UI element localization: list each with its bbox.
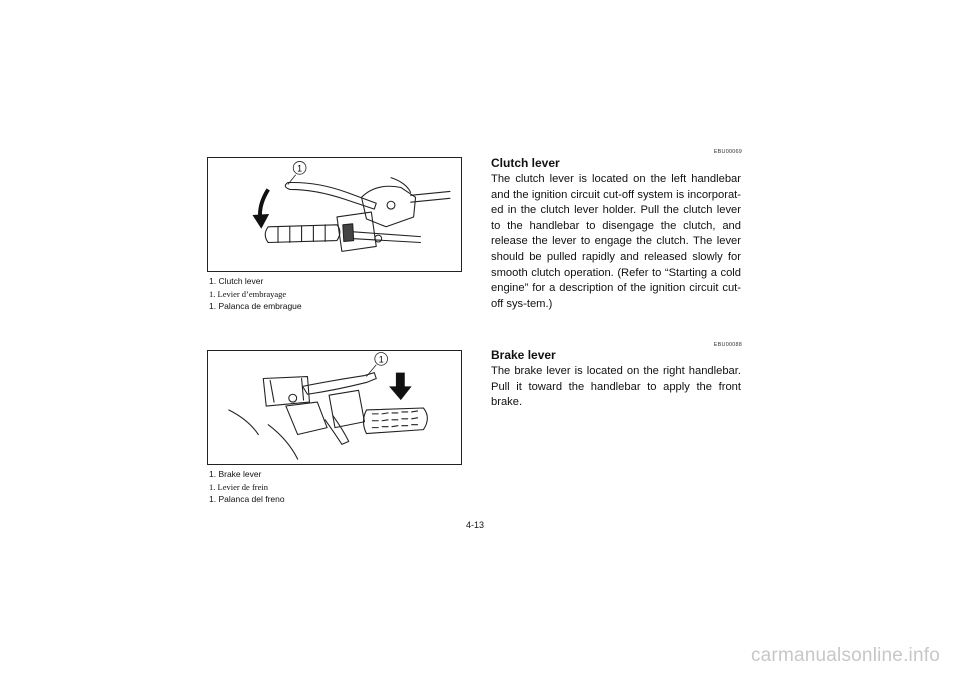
caption-english: 1. Clutch lever xyxy=(209,276,264,286)
callout-number: 1 xyxy=(297,163,303,174)
brake-lever-body: The brake lever is located on the right handlebar. Pull it toward the handlebar to apply the front brake. xyxy=(491,365,741,409)
clutch-lever-caption xyxy=(209,275,302,313)
brake-lever-figure xyxy=(207,350,462,465)
brake-lever-heading: Brake lever xyxy=(491,348,556,362)
clutch-lever-illustration xyxy=(208,158,461,271)
caption-french: 1. Levier d’embrayage xyxy=(209,288,287,299)
page-number: 4-13 xyxy=(466,520,485,530)
section-code: EBU00088 xyxy=(713,342,742,348)
brake-lever-illustration xyxy=(208,351,461,464)
watermark: carmanualsonline.info xyxy=(750,645,940,666)
clutch-lever-figure xyxy=(207,157,462,272)
clutch-lever-heading: Clutch lever xyxy=(491,156,560,170)
caption-spanish: 1. Palanca del freno xyxy=(209,494,285,504)
section-code: EBU00069 xyxy=(713,149,742,155)
brake-lever-callout xyxy=(375,352,388,365)
callout-number: 1 xyxy=(378,354,384,365)
clutch-lever-body: The clutch lever is located on the left handlebar and the ignition circuit cut-off system is incorporat-ed in the clutch lever holder. Pull the clutch lever to the handlebar to disengage the clutch, and release the lever to engage the clutch. The lever should be pulled rapidly and released slowly for smooth clutch operation. (Refer to “Starting a cold engine” for a description of the ignition circuit cut-off sys-tem.) xyxy=(491,173,741,310)
brake-lever-caption xyxy=(209,468,285,506)
caption-english: 1. Brake lever xyxy=(209,469,262,479)
clutch-lever-callout xyxy=(293,161,306,174)
caption-spanish: 1. Palanca de embrague xyxy=(209,301,302,311)
caption-french: 1. Levier de frein xyxy=(209,481,268,492)
